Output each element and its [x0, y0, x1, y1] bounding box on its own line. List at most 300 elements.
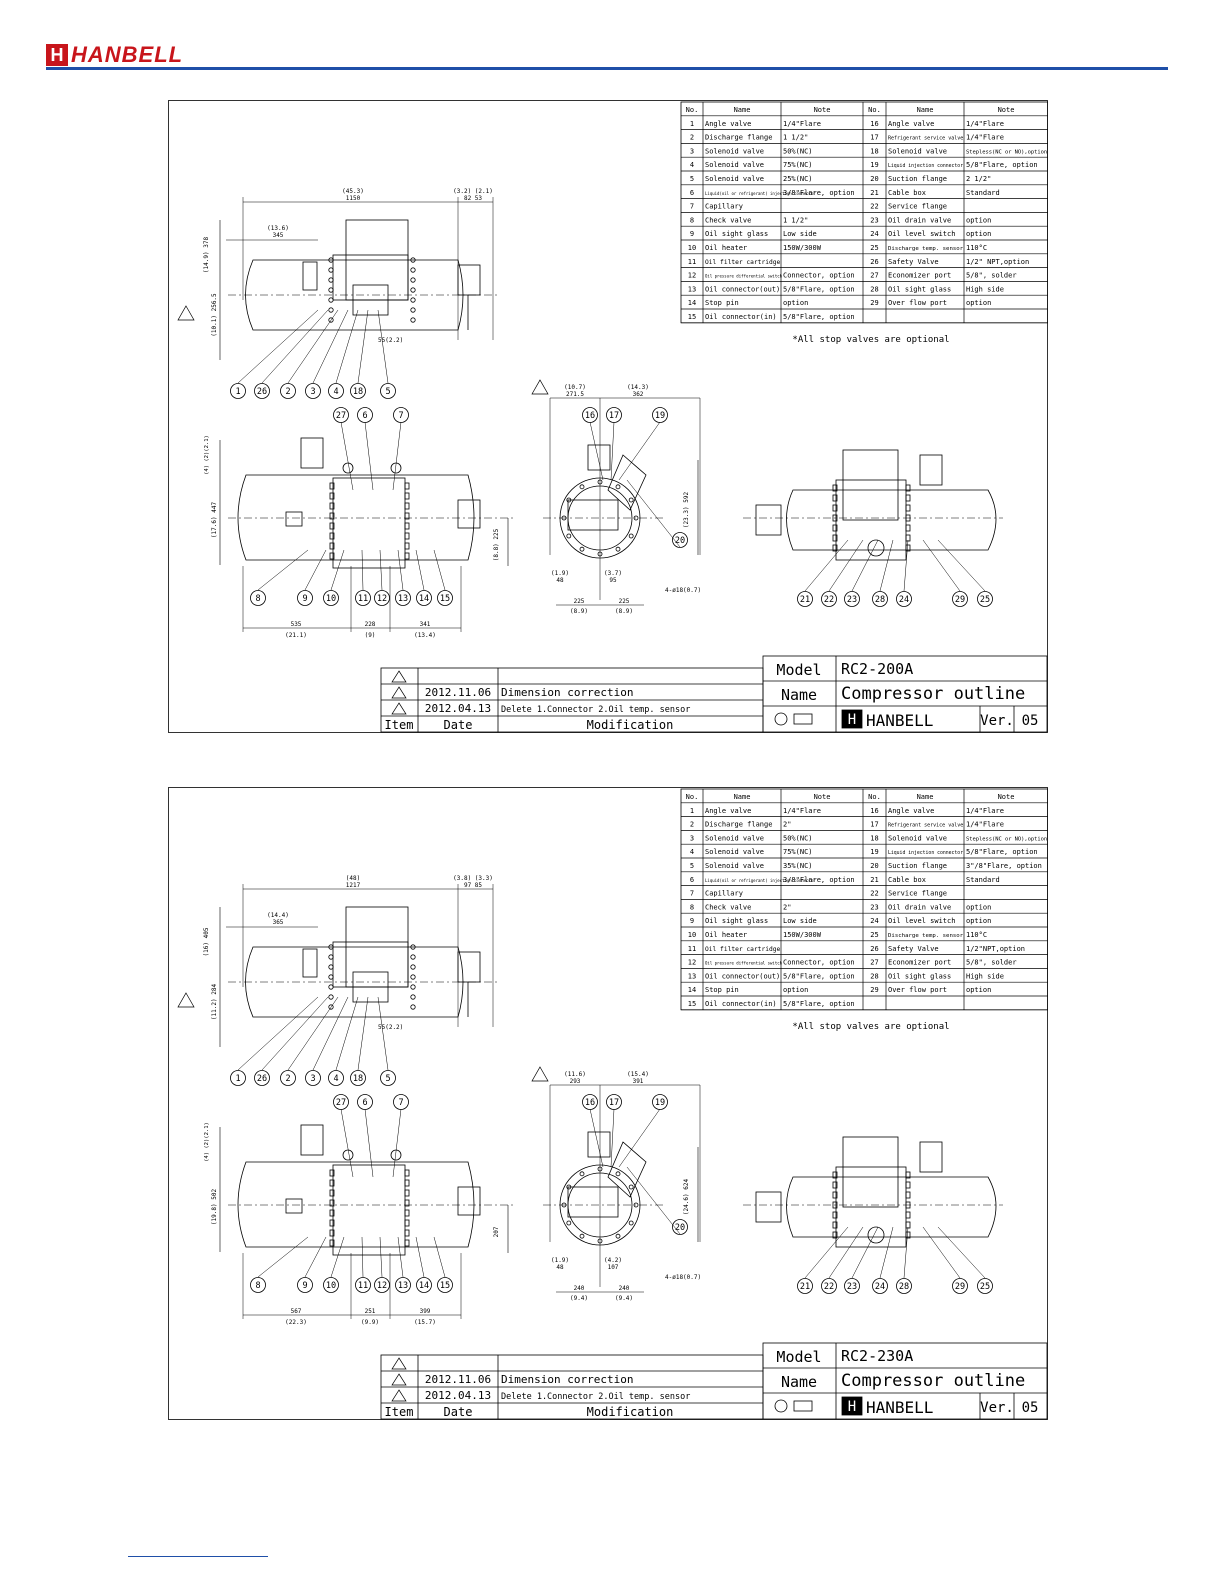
- outline-line: [619, 422, 660, 480]
- table-cell-number: 25: [870, 244, 879, 252]
- dim-text: 1150: [345, 195, 361, 202]
- title-block: [763, 656, 1047, 732]
- table-cell: Oil level switch: [888, 917, 956, 926]
- suction-flange: [458, 500, 480, 528]
- revision-triangle-icon: [392, 687, 406, 698]
- table-cell: Oil level switch: [888, 230, 956, 239]
- bolt-circle: [629, 534, 633, 538]
- rear-view: [743, 1137, 1003, 1294]
- callout-number: 28: [874, 595, 886, 606]
- table-cell: Solenoid valve: [888, 834, 948, 843]
- flange-bolt: [906, 525, 910, 531]
- table-cell: Angle valve: [705, 119, 752, 128]
- dim-text: (14.9) 378: [203, 236, 210, 274]
- motor-housing: [333, 1165, 405, 1255]
- callout-number: 29: [954, 595, 966, 606]
- top-view: [178, 875, 498, 1086]
- dim-text: (22.3): [285, 1319, 307, 1326]
- flange-bolt: [405, 1230, 409, 1236]
- outline-line: [336, 997, 358, 1070]
- table-cell: Solenoid valve: [705, 834, 765, 843]
- footnote-stop-valves: *All stop valves are optional: [792, 1022, 950, 1032]
- callout-number: 19: [654, 1098, 666, 1109]
- table-cell: 150W/300W: [783, 244, 821, 252]
- flange-bolt: [405, 1190, 409, 1196]
- callout-number: 18: [352, 387, 364, 398]
- table-cell: 3/8"Flare, option: [783, 188, 855, 197]
- table-cell-number: 28: [870, 972, 879, 981]
- table-cell: Stop pin: [705, 986, 739, 995]
- table-cell-number: 5: [689, 175, 695, 183]
- bolt-circle: [580, 547, 584, 551]
- dim-text: 225: [573, 598, 585, 605]
- table-cell: 50%(NC): [783, 834, 813, 843]
- dim-text: (4) (2)(2.1): [204, 435, 210, 475]
- table-cell: option: [966, 903, 992, 912]
- table-cell: option: [966, 299, 992, 308]
- drawing-svg: [168, 787, 1048, 1420]
- shell-outline: [238, 475, 474, 560]
- table-cell: Stepless(NC or NO),option: [966, 836, 1048, 843]
- outline-line: [358, 997, 368, 1070]
- table-cell: Oil heater: [705, 244, 748, 252]
- table-cell: option: [966, 917, 992, 926]
- bolt-circle: [411, 995, 415, 999]
- revision-header-modification: Modification: [586, 718, 674, 732]
- table-cell-number: 22: [870, 202, 879, 211]
- table-cell-number: 8: [689, 903, 695, 912]
- table-cell: Low side: [783, 917, 817, 926]
- sight-glass: [286, 1199, 302, 1213]
- dim-text: (14.4): [267, 912, 289, 919]
- bolt-circle: [329, 298, 333, 302]
- revision-block: [381, 1355, 763, 1419]
- dim-text: 95: [609, 577, 617, 584]
- revision-triangle-icon: [178, 306, 194, 320]
- revision-date: 2012.11.06: [424, 686, 492, 699]
- bolt-circle: [411, 298, 415, 302]
- table-cell: option: [966, 986, 992, 995]
- callout-number: 24: [874, 1282, 886, 1293]
- table-cell-number: 27: [870, 958, 879, 967]
- table-cell-number: 8: [689, 216, 695, 225]
- table-cell: Solenoid valve: [705, 848, 765, 857]
- dim-text: (19.8) 502: [211, 1188, 218, 1226]
- end-view: [532, 1067, 701, 1302]
- top-view: [178, 188, 498, 399]
- outline-line: [305, 550, 326, 590]
- discharge-flange: [458, 265, 480, 295]
- outline-line: [341, 422, 353, 490]
- callout-number: 27: [335, 411, 347, 422]
- suction-flange: [756, 1192, 781, 1222]
- bolt-circle: [567, 1221, 571, 1225]
- table-cell-number: 6: [689, 188, 695, 197]
- revision-date: 2012.11.06: [424, 1373, 492, 1386]
- table-cell-number: 7: [689, 889, 695, 898]
- callout-number: 20: [674, 536, 686, 547]
- flange-plate: [333, 255, 408, 300]
- outline-line: [938, 540, 985, 591]
- valve-body: [588, 445, 610, 470]
- table-cell: Oil sight glass: [888, 285, 952, 294]
- table-cell-number: 14: [687, 986, 697, 995]
- table-cell-number: 18: [870, 147, 879, 156]
- table-cell: 1/4"Flare: [966, 820, 1004, 829]
- revision-modification: Dimension correction: [501, 686, 634, 699]
- table-cell: 1/4"Flare: [966, 133, 1004, 142]
- valve-body: [301, 438, 323, 468]
- version-label: Ver.: [980, 1400, 1014, 1416]
- cable-box: [843, 450, 898, 520]
- sight-glass: [868, 1227, 884, 1243]
- table-cell: Discharge temp. sensor: [888, 933, 964, 939]
- table-cell-number: 4: [689, 161, 695, 170]
- callout-number: 23: [846, 595, 858, 606]
- revision-modification: Delete 1.Connector 2.Oil temp. sensor: [501, 705, 691, 715]
- projection-symbol-icon: [775, 713, 787, 725]
- table-cell-number: 23: [870, 216, 879, 225]
- table-cell: Solenoid valve: [888, 147, 948, 156]
- dim-text: 4-ø18(0.7): [665, 587, 702, 594]
- bolt-circle: [329, 975, 333, 979]
- bolt-circle: [329, 955, 333, 959]
- table-cell: Solenoid valve: [705, 862, 765, 870]
- table-cell: Oil connector(in): [705, 1000, 777, 1008]
- outline-line: [880, 540, 893, 591]
- table-cell-number: 20: [870, 175, 879, 183]
- valve-body: [920, 455, 942, 485]
- callout-number: 23: [846, 1282, 858, 1293]
- model-label: Model: [776, 1348, 822, 1366]
- outline-line: [398, 1237, 403, 1277]
- table-cell: Economizer port: [888, 958, 952, 967]
- callout-number: 1: [235, 387, 241, 398]
- dim-text: 535: [290, 621, 302, 628]
- table-header: No.: [868, 793, 881, 801]
- outline-line: [398, 550, 403, 590]
- table-cell-number: 1: [689, 119, 695, 128]
- bolt-circle: [411, 975, 415, 979]
- table-header: No.: [685, 793, 699, 801]
- dim-text: 55(2.2): [378, 1024, 404, 1031]
- bolt-circle: [411, 308, 415, 312]
- table-cell: Oil connector(out): [705, 285, 781, 294]
- table-cell: 1 1/2": [783, 133, 809, 142]
- callout-number: 12: [376, 594, 388, 605]
- callout-number: 29: [954, 1282, 966, 1293]
- table-cell: Capillary: [705, 202, 743, 211]
- outline-line: [305, 1237, 326, 1277]
- bolt-circle: [411, 278, 415, 282]
- table-cell: Solenoid valve: [705, 175, 765, 183]
- callout-number: 18: [352, 1074, 364, 1085]
- table-cell: Solenoid valve: [705, 147, 765, 156]
- table-cell-number: 1: [689, 806, 695, 815]
- dim-text: (10.7): [564, 384, 586, 391]
- outline-line: [434, 550, 445, 590]
- dim-text: (24.6) 624: [683, 1178, 690, 1216]
- dim-text: 362: [632, 391, 644, 398]
- bolt-circle: [411, 955, 415, 959]
- dim-text: (15.4): [627, 1071, 649, 1078]
- table-cell: Safety Valve: [888, 257, 939, 266]
- sight-glass: [286, 512, 302, 526]
- outline-line: [393, 422, 401, 490]
- outline-line: [590, 422, 603, 480]
- table-cell: Liquid injection connector: [888, 164, 964, 170]
- table-cell: 1/4"Flare: [966, 806, 1004, 815]
- table-cell: Oil heater: [705, 931, 748, 939]
- callout-number: 2: [285, 1074, 291, 1085]
- table-cell-number: 7: [689, 202, 695, 211]
- revision-block: [381, 668, 763, 732]
- logo-wordmark: HANBELL: [71, 42, 184, 67]
- dim-text: (3.8) (3.3): [453, 875, 493, 882]
- bolt-circle: [329, 288, 333, 292]
- header-rule: [46, 67, 1168, 70]
- callout-number: 13: [397, 1281, 409, 1292]
- bolt-circle: [411, 965, 415, 969]
- table-cell: 75%(NC): [783, 161, 813, 170]
- table-cell: High side: [966, 972, 1004, 981]
- eye-bolt: [343, 1150, 353, 1160]
- revision-header-item: Item: [384, 1405, 414, 1419]
- dim-text: (13.4): [414, 632, 436, 639]
- side-view: [204, 408, 513, 640]
- table-cell: 35%(NC): [783, 862, 813, 870]
- flange-bolt: [833, 1212, 837, 1218]
- outline-line: [258, 550, 308, 590]
- projection-symbol-icon: [794, 1401, 812, 1411]
- dim-text: (8.9): [614, 608, 634, 615]
- outline-line: [378, 310, 388, 383]
- outline-line: [619, 1109, 660, 1167]
- table-cell: Cable box: [888, 188, 926, 197]
- callout-number: 11: [357, 1281, 369, 1292]
- bolt-circle: [329, 268, 333, 272]
- outline-line: [805, 1227, 848, 1278]
- callout-number: 11: [357, 594, 369, 605]
- table-cell: Liquid(oil or refrigerant) injection connector: [705, 877, 816, 883]
- table-cell: option: [966, 230, 992, 239]
- dim-text: 207: [493, 1226, 500, 1238]
- callout-number: 25: [979, 1282, 991, 1293]
- dim-text: (11.2) 284: [211, 983, 218, 1021]
- name-value: Compressor outline: [841, 1371, 1026, 1391]
- name-value: Compressor outline: [841, 684, 1026, 704]
- callout-number: 6: [362, 411, 368, 422]
- flange-bolt: [405, 1180, 409, 1186]
- bolt-circle: [329, 308, 333, 312]
- callout-number: 13: [397, 594, 409, 605]
- revision-triangle-icon: [392, 1374, 406, 1385]
- revision-triangle-icon: [532, 380, 548, 394]
- callout-number: 7: [398, 1098, 404, 1109]
- callout-number: 12: [376, 1281, 388, 1292]
- cable-box: [843, 1137, 898, 1207]
- valve-body: [588, 1132, 610, 1157]
- suction-flange: [568, 500, 618, 530]
- table-cell-number: 13: [687, 285, 697, 294]
- dim-text: (1.9): [550, 570, 570, 577]
- table-cell-number: 10: [687, 931, 697, 939]
- callout-number: 28: [898, 1282, 910, 1293]
- table-cell-number: 26: [870, 944, 879, 953]
- callout-number: 7: [398, 411, 404, 422]
- table-cell: Standard: [966, 188, 1000, 197]
- outline-line: [358, 310, 368, 383]
- table-cell-number: 25: [870, 931, 879, 939]
- dim-text: (9.4): [614, 1295, 634, 1302]
- table-cell: Oil drain valve: [888, 216, 952, 225]
- bolt-circle: [616, 547, 620, 551]
- flange-bolt: [405, 543, 409, 549]
- table-cell-number: 22: [870, 889, 879, 898]
- dim-text: 391: [632, 1078, 644, 1085]
- table-cell-number: 29: [870, 299, 879, 308]
- bolt-circle: [411, 268, 415, 272]
- flange-bolt: [833, 1192, 837, 1198]
- dim-text: (8.8) 225: [493, 528, 500, 562]
- dim-text: 240: [618, 1285, 630, 1292]
- projection-symbol-icon: [794, 714, 812, 724]
- company-name: HANBELL: [866, 1398, 934, 1417]
- dim-text: (14.3): [627, 384, 649, 391]
- bolt-circle: [580, 1172, 584, 1176]
- parts-table: [681, 789, 1048, 1010]
- table-cell-number: 19: [870, 161, 879, 170]
- dim-text: (17.6) 447: [211, 501, 218, 539]
- table-cell: Angle valve: [888, 806, 935, 815]
- table-cell: Solenoid valve: [705, 161, 765, 170]
- dim-text: 345: [272, 232, 284, 239]
- discharge-flange: [458, 952, 480, 982]
- suction-flange: [756, 505, 781, 535]
- outline-line: [416, 1237, 424, 1277]
- dim-text: (4.2): [603, 1257, 623, 1264]
- bolt-circle: [329, 995, 333, 999]
- table-cell: 75%(NC): [783, 848, 813, 857]
- outline-line: [336, 310, 358, 383]
- dim-text: (9.9): [360, 1319, 380, 1326]
- dim-text: 365: [272, 919, 284, 926]
- table-cell-number: 4: [689, 848, 695, 857]
- dim-text: 4-ø18(0.7): [665, 1274, 702, 1281]
- outline-line: [611, 1109, 614, 1167]
- outline-line: [805, 540, 848, 591]
- table-cell-number: 13: [687, 972, 697, 981]
- dim-text: 1217: [345, 882, 361, 889]
- callout-number: 21: [799, 595, 811, 606]
- table-cell: 1/2" NPT,option: [966, 257, 1030, 266]
- callout-number: 9: [302, 1281, 308, 1292]
- table-cell: Stop pin: [705, 299, 739, 308]
- table-cell: 1/4"Flare: [783, 806, 821, 815]
- outline-line: [852, 1227, 878, 1278]
- table-cell: Oil pressure differential switch: [705, 273, 783, 279]
- dim-text: (3.2) (2.1): [453, 188, 493, 195]
- table-cell: option: [783, 299, 809, 308]
- table-cell-number: 11: [687, 944, 697, 953]
- callout-number: 9: [302, 594, 308, 605]
- flange-bolt: [833, 505, 837, 511]
- outline-line: [923, 540, 960, 591]
- flange-bolt: [405, 523, 409, 529]
- table-cell: Oil filter cartridge: [705, 258, 781, 266]
- table-cell: Over flow port: [888, 299, 948, 308]
- model-value: RC2-230A: [841, 1347, 914, 1365]
- dim-text: (13.6): [267, 225, 289, 232]
- valve-body: [303, 262, 317, 290]
- callout-number: 1: [235, 1074, 241, 1085]
- bolt-circle: [629, 498, 633, 502]
- table-cell-number: 15: [687, 313, 697, 321]
- callout-number: 14: [418, 1281, 430, 1292]
- table-cell: Oil connector(out): [705, 972, 781, 981]
- table-cell-number: 27: [870, 271, 879, 280]
- callout-number: 6: [362, 1098, 368, 1109]
- dim-text: 271.5: [565, 391, 585, 398]
- callout-number: 4: [333, 387, 339, 398]
- outline-line: [880, 1227, 893, 1278]
- flange-bolt: [906, 1182, 910, 1188]
- callout-number: 10: [325, 1281, 337, 1292]
- callout-number: 4: [333, 1074, 339, 1085]
- bolt-circle: [329, 965, 333, 969]
- table-cell: 5/8", solder: [966, 271, 1017, 280]
- suction-flange: [458, 1187, 480, 1215]
- dim-text: 293: [569, 1078, 581, 1085]
- table-cell-number: 16: [870, 806, 879, 815]
- outline-line: [611, 422, 614, 480]
- table-cell-number: 14: [687, 299, 697, 308]
- revision-triangle-icon: [532, 1067, 548, 1081]
- table-cell-number: 17: [870, 133, 879, 142]
- callout-number: 21: [799, 1282, 811, 1293]
- table-cell: 2": [783, 820, 792, 829]
- dim-text: 48: [556, 577, 564, 584]
- table-cell-number: 10: [687, 244, 697, 252]
- outline-line: [380, 1237, 382, 1277]
- table-cell: 1/4"Flare: [966, 119, 1004, 128]
- table-cell: Stepless(NC or NO),option: [966, 149, 1048, 156]
- valve-body: [303, 949, 317, 977]
- dim-text: (21.1): [285, 632, 307, 639]
- hanbell-mark-letter: H: [847, 712, 857, 728]
- dim-text: (10.1) 256.5: [211, 293, 218, 337]
- callout-number: 25: [979, 595, 991, 606]
- table-cell: Check valve: [705, 903, 752, 912]
- flange-bolt: [833, 535, 837, 541]
- outline-line: [393, 1109, 401, 1177]
- bolt-circle: [629, 1185, 633, 1189]
- table-cell: Connector, option: [783, 958, 855, 967]
- dim-text: 97 85: [463, 882, 483, 889]
- callout-number: 5: [385, 1074, 391, 1085]
- table-cell: Oil connector(in): [705, 313, 777, 321]
- dim-text: 341: [419, 621, 431, 628]
- logo-mark: H: [46, 44, 68, 66]
- flange-bolt: [405, 1240, 409, 1246]
- version-value: 05: [1021, 713, 1039, 729]
- hanbell-mark-letter: H: [847, 1399, 857, 1415]
- revision-triangle-icon: [392, 671, 406, 682]
- revision-header-date: Date: [443, 1405, 473, 1419]
- parts-table: [681, 102, 1048, 323]
- table-cell: 2": [783, 903, 792, 912]
- shell-outline: [238, 1162, 474, 1247]
